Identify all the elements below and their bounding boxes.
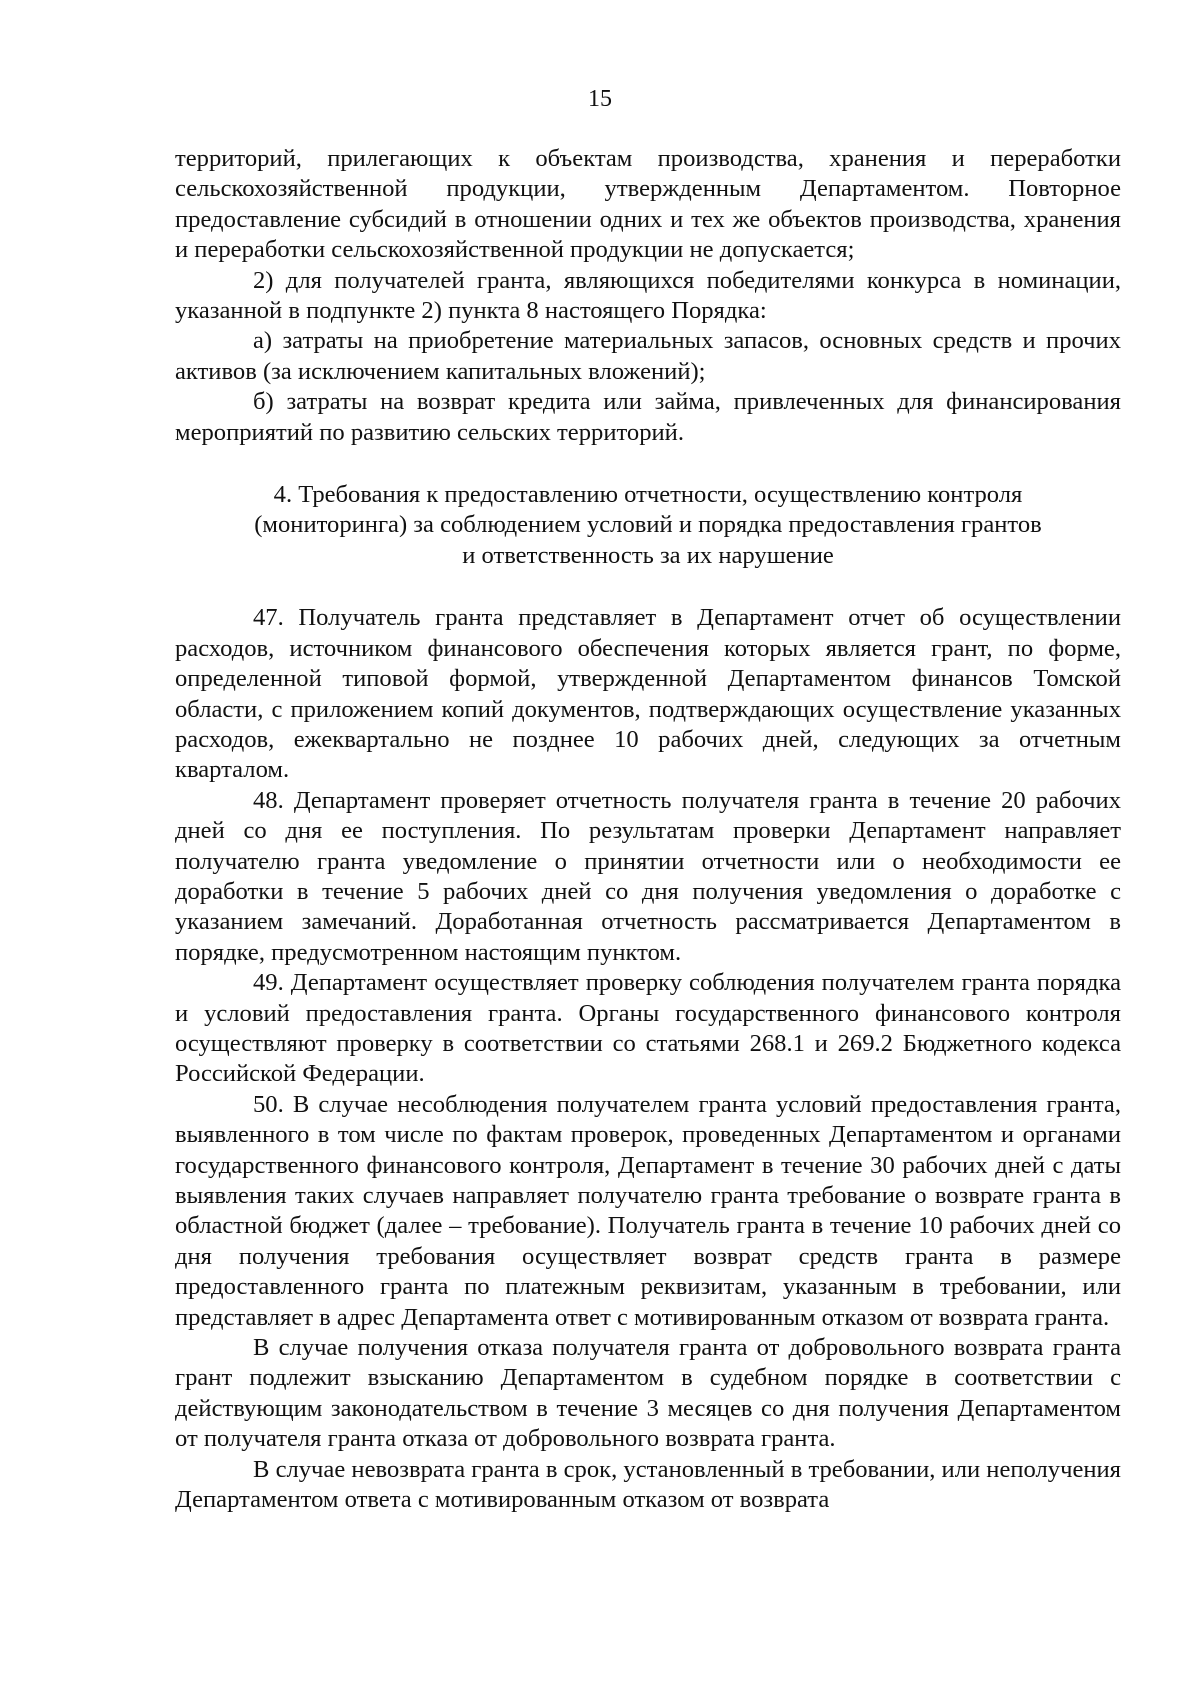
paragraph: В случае невозврата гранта в срок, установленный в требовании, или неполучения Департаментом ответа с мотивированным отказом от возврата xyxy=(175,1455,1121,1514)
paragraph: а) затраты на приобретение материальных запасов, основных средств и прочих активов (за исключением капитальных вложений); xyxy=(175,327,1121,385)
section-heading-line: 4. Требования к предоставлению отчетности, осуществлению контроля xyxy=(273,481,1023,509)
section-heading-line: и ответственность за их нарушение xyxy=(462,541,834,569)
top-paragraphs xyxy=(175,144,1121,448)
document-body xyxy=(175,144,1121,1515)
paragraph: б) затраты на возврат кредита или займа, привлеченных для финансирования мероприятий по развитию сельских территорий. xyxy=(175,388,1121,446)
paragraph: 2) для получателей гранта, являющихся победителями конкурса в номинации, указанной в подпункте 2) пункта 8 настоящего Порядка: xyxy=(175,266,1121,325)
paragraph: В случае получения отказа получателя гранта от добровольного возврата гранта грант подлежит взысканию Департаментом в судебном порядке в соответствии с действующим законодательством в течение 3 месяцев со дня получения Департаментом от получателя гранта отказа от добровольного возврата гранта. xyxy=(175,1334,1121,1453)
paragraph-49: 49. Департамент осуществляет проверку соблюдения получателем гранта порядка и условий предоставления гранта. Органы государственного финансового контроля осуществляют проверку в соответствии со статьями 268.1 и 269.2 Бюджетного кодекса Российской Федерации. xyxy=(175,969,1121,1088)
paragraph: территорий, прилегающих к объектам производства, хранения и переработки сельскохозяйственной продукции, утвержденным Департаментом. Повторное предоставление субсидий в отношении одних и тех же объектов производства, хранения и переработки сельскохозяйственной продукции не допускается; xyxy=(175,145,1121,264)
page-number: 15 xyxy=(588,86,612,112)
section-heading xyxy=(175,480,1121,571)
paragraph-47: 47. Получатель гранта представляет в Департамент отчет об осуществлении расходов, источником финансового обеспечения которых является грант, по форме, определенной типовой формой, утвержденной Департаментом финансов Томской области, с приложением копий документов, подтверждающих осуществление указанных расходов, ежеквартально не позднее 10 рабочих дней, следующих за отчетным кварталом. xyxy=(175,604,1121,784)
section-heading-line: (мониторинга) за соблюдением условий и порядка предоставления грантов xyxy=(254,511,1042,539)
paragraph-50: 50. В случае несоблюдения получателем гранта условий предоставления гранта, выявленного в том числе по фактам проверок, проведенных Департаментом и органами государственного финансового контроля, Департамент в течение 30 рабочих дней с даты выявления таких случаев направляет получателю гранта требование о возврате гранта в областной бюджет (далее – требование). Получатель гранта в течение 10 рабочих дней со дня получения требования осуществляет возврат средств гранта в размере предоставленного гранта по платежным реквизитам, указанным в требовании, или представляет в адрес Департамента ответ с мотивированным отказом от возврата гранта. xyxy=(175,1090,1121,1331)
bottom-paragraphs xyxy=(175,603,1121,1515)
paragraph-48: 48. Департамент проверяет отчетность получателя гранта в течение 20 рабочих дней со дня ее поступления. По результатам проверки Департамент направляет получателю гранта уведомление о принятии отчетности или о необходимости ее доработки в течение 5 рабочих дней со дня получения уведомления о доработке с указанием замечаний. Доработанная отчетность рассматривается Департаментом в порядке, предусмотренном настоящим пунктом. xyxy=(175,786,1121,966)
